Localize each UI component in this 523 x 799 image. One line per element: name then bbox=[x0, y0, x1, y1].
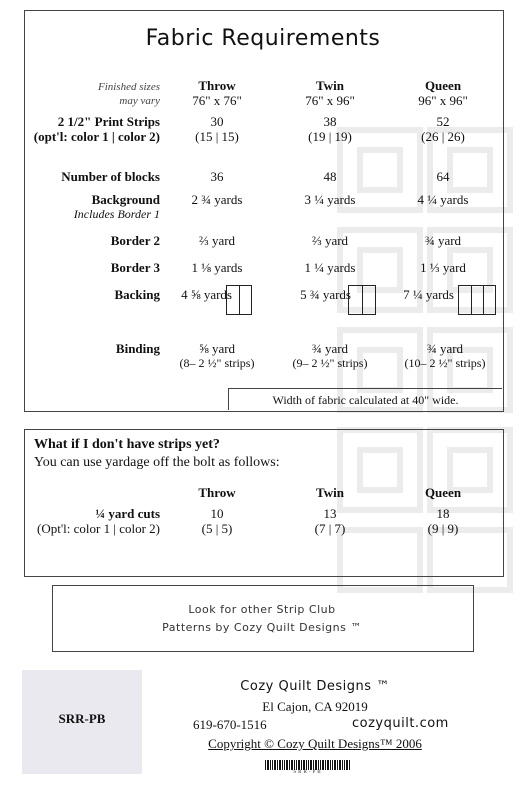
company-website[interactable]: cozyquilt.com bbox=[352, 716, 449, 731]
sku-code: SRR-PB bbox=[58, 711, 106, 726]
strips-column-twin: Twin bbox=[316, 485, 344, 500]
copyright: Copyright © Cozy Quilt Designs™ 2006 bbox=[208, 736, 422, 751]
border3-throw: 1 ⅛ yards bbox=[191, 260, 243, 275]
cell-value: ¾ yard bbox=[426, 341, 464, 356]
cell-value: ⅝ yard bbox=[198, 341, 236, 356]
backing-throw: 4 ⅝ yards bbox=[181, 287, 232, 302]
cell-value: 10 bbox=[210, 506, 224, 521]
backing-twin: 5 ¾ yards bbox=[300, 287, 351, 302]
cell-value: 52 bbox=[436, 114, 450, 129]
strips-column-throw: Throw bbox=[198, 485, 236, 500]
cell-subvalue: (5 | 5) bbox=[201, 521, 233, 536]
cell-value: ¾ yard bbox=[311, 341, 349, 356]
print-strips-twin bbox=[285, 114, 375, 144]
promo-line2: Patterns by Cozy Quilt Designs ™ bbox=[162, 621, 362, 634]
num-blocks-label: Number of blocks bbox=[61, 169, 160, 184]
print-strips-throw bbox=[172, 114, 262, 144]
binding-queen bbox=[388, 341, 502, 371]
backing-layout-icon bbox=[348, 285, 376, 315]
strips-subheading: You can use yardage off the bolt as follows: bbox=[34, 455, 280, 470]
column-name: Throw bbox=[198, 78, 236, 93]
yard-cuts-queen bbox=[398, 506, 488, 536]
cell-value: 38 bbox=[323, 114, 337, 129]
num-blocks-queen: 64 bbox=[436, 169, 450, 184]
strips-heading: What if I don't have strips yet? bbox=[34, 437, 220, 452]
binding-twin bbox=[275, 341, 385, 371]
border3-queen: 1 ⅓ yard bbox=[420, 260, 466, 275]
background-twin: 3 ¼ yards bbox=[304, 192, 356, 207]
yard-cuts-label-line1: ¼ yard cuts bbox=[95, 506, 160, 521]
background-label-sub: Includes Border 1 bbox=[73, 207, 160, 221]
print-strips-queen bbox=[398, 114, 488, 144]
num-blocks-throw: 36 bbox=[210, 169, 224, 184]
cell-subvalue: (9– 2 ½" strips) bbox=[292, 356, 368, 370]
sizes-note-line1: Finished sizes bbox=[97, 81, 160, 93]
border2-twin: ⅔ yard bbox=[311, 233, 349, 248]
print-strips-label-line2: (opt'l: color 1 | color 2) bbox=[33, 129, 160, 144]
background-queen: 4 ¼ yards bbox=[417, 192, 469, 207]
backing-queen: 7 ¼ yards bbox=[403, 287, 454, 302]
print-strips-label bbox=[20, 114, 160, 144]
strips-column-queen: Queen bbox=[424, 485, 462, 500]
cell-subvalue: (15 | 15) bbox=[195, 129, 239, 144]
promo-text bbox=[52, 601, 472, 637]
column-dims: 96" x 96" bbox=[418, 93, 468, 108]
cell-subvalue: (7 | 7) bbox=[314, 521, 346, 536]
border2-label: Border 2 bbox=[110, 233, 160, 248]
background-label bbox=[20, 192, 160, 222]
company-phone: 619-670-1516 bbox=[193, 717, 267, 732]
yard-cuts-twin bbox=[285, 506, 375, 536]
page-title: Fabric Requirements bbox=[145, 26, 381, 51]
cell-subvalue: (10– 2 ½" strips) bbox=[404, 356, 486, 370]
column-name: Queen bbox=[424, 78, 462, 93]
backing-label: Backing bbox=[114, 287, 160, 302]
cell-value: 30 bbox=[210, 114, 224, 129]
column-dims: 76" x 76" bbox=[192, 93, 242, 108]
background-throw: 2 ¾ yards bbox=[191, 192, 243, 207]
print-strips-label-line1: 2 1/2" Print Strips bbox=[57, 114, 160, 129]
column-throw bbox=[172, 78, 262, 108]
width-note: Width of fabric calculated at 40" wide. bbox=[228, 388, 502, 410]
column-twin bbox=[285, 78, 375, 108]
cell-value: 18 bbox=[436, 506, 450, 521]
num-blocks-twin: 48 bbox=[323, 169, 337, 184]
binding-throw bbox=[162, 341, 272, 371]
cell-subvalue: (9 | 9) bbox=[427, 521, 459, 536]
cell-value: 13 bbox=[323, 506, 337, 521]
yard-cuts-throw bbox=[172, 506, 262, 536]
border3-label: Border 3 bbox=[110, 260, 160, 275]
company-address: El Cajon, CA 92019 bbox=[262, 699, 368, 714]
border2-queen: ¾ yard bbox=[424, 233, 462, 248]
cell-subvalue: (8– 2 ½" strips) bbox=[179, 356, 255, 370]
promo-line1: Look for other Strip Club bbox=[188, 603, 336, 616]
barcode-text: SRR-PB bbox=[293, 770, 323, 775]
column-dims: 76" x 96" bbox=[305, 93, 355, 108]
column-queen bbox=[398, 78, 488, 108]
sizes-note-line2: may vary bbox=[119, 95, 160, 107]
yard-cuts-label bbox=[16, 506, 160, 536]
yard-cuts-label-line2: (Opt'l: color 1 | color 2) bbox=[37, 521, 160, 536]
company-name: Cozy Quilt Designs ™ bbox=[240, 679, 390, 694]
backing-layout-icon bbox=[458, 285, 496, 315]
border2-throw: ⅔ yard bbox=[198, 233, 236, 248]
binding-label: Binding bbox=[115, 341, 160, 356]
border3-twin: 1 ¼ yards bbox=[304, 260, 356, 275]
cell-subvalue: (26 | 26) bbox=[421, 129, 465, 144]
column-name: Twin bbox=[316, 78, 344, 93]
sizes-note bbox=[30, 80, 160, 108]
cell-subvalue: (19 | 19) bbox=[308, 129, 352, 144]
backing-layout-icon bbox=[226, 285, 252, 315]
background-label-main: Background bbox=[91, 192, 160, 207]
